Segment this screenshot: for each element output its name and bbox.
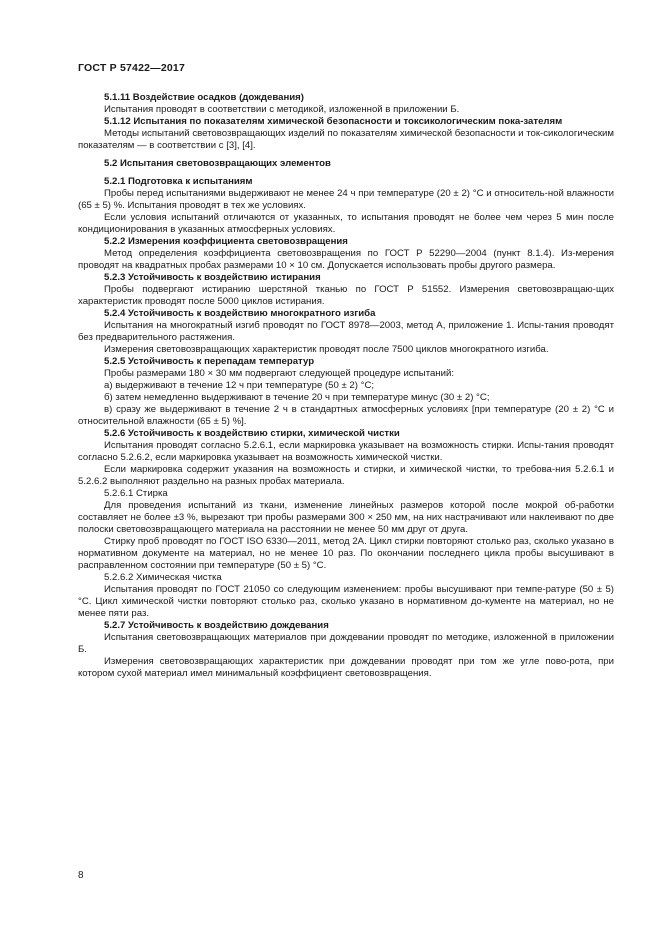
- paragraph: а) выдерживают в течение 12 ч при температуре (50 ± 2) °С;: [104, 380, 375, 391]
- paragraph: Метод определения коэффициента световозвращения по ГОСТ Р 52290—2004 (пункт 8.1.4). Из-мерения проводят на квадратных пробах размерами 10 × 10 см. Допускается использовать пробы другого размера.: [78, 248, 614, 271]
- paragraph: Пробы размерами 180 × 30 мм подвергают следующей процедуре испытаний:: [104, 368, 454, 379]
- paragraph: б) затем немедленно выдерживают в течение 20 ч при температуре минус (30 ± 2) °С;: [104, 392, 490, 403]
- page-number: 8: [78, 870, 84, 881]
- paragraph: Испытания проводят в соответствии с методикой, изложенной в приложении Б.: [104, 104, 460, 115]
- section-heading: 5.2.6 Устойчивость к воздействию стирки, химической чистки: [104, 428, 400, 439]
- document-body: [78, 92, 614, 680]
- paragraph: Если маркировка содержит указания на возможность и стирки, и химической чистки, то требова-ния 5.2.6.1 и 5.2.6.2 выполняют раздельно на разных пробах материала.: [78, 464, 614, 487]
- paragraph: Пробы подвергают истиранию шерстяной тканью по ГОСТ Р 51552. Измерения световозвращаю-щих характеристик проводят после 5000 циклов истирания.: [78, 284, 614, 307]
- paragraph: в) сразу же выдерживают в течение 2 ч в стандартных атмосферных условиях [при температуре (20 ± 2) °С и относительной влажности (65 ± 5) %].: [78, 404, 614, 427]
- section-heading: 5.2.1 Подготовка к испытаниям: [104, 176, 253, 187]
- section-heading: 5.2 Испытания световозвращающих элементов: [104, 158, 331, 169]
- paragraph: Для проведения испытаний из ткани, изменение линейных размеров которой после мокрой об-работки составляет не более ±3 %, вырезают три пробы размерами 300 × 250 мм, на них настрачивают или наклеивают по две полоски световозвращающего материала на расстоянии не менее 50 мм друг от друга.: [78, 500, 614, 535]
- paragraph: 5.2.6.2 Химическая чистка: [104, 572, 222, 583]
- paragraph: Испытания на многократный изгиб проводят по ГОСТ 8978—2003, метод А, приложение 1. Испы-тания проводят без предварительного растяжения.: [78, 320, 614, 343]
- document-header: ГОСТ Р 57422—2017: [78, 62, 186, 74]
- section-heading: 5.2.3 Устойчивость к воздействию истирания: [104, 272, 321, 283]
- paragraph: Испытания световозвращающих материалов при дождевании проводят по методике, изложенной в приложении Б.: [78, 632, 614, 655]
- paragraph: Стирку проб проводят по ГОСТ ISO 6330—2011, метод 2А. Цикл стирки повторяют столько раз, сколько указано в нормативном документе на материал, но не менее 10 раз. По окончании последнего цикла пробы высушивают в расправленном состоянии при температуре (50 ± 5) °С.: [78, 536, 614, 571]
- paragraph: Измерения световозвращающих характеристик при дождевании проводят при том же угле пово-рота, при котором сухой материал имел минимальный коэффициент световозвращения.: [78, 656, 614, 679]
- paragraph: Методы испытаний световозвращающих изделий по показателям химической безопасности и ток-сикологическим показателям — в соответствии с [3], [4].: [78, 128, 614, 151]
- section-heading: 5.2.2 Измерения коэффициента световозвращения: [104, 236, 348, 247]
- paragraph: Испытания проводят согласно 5.2.6.1, если маркировка указывает на возможность стирки. Испы-тания проводят согласно 5.2.6.2, если маркировка указывает на возможность химической чистки.: [78, 440, 614, 463]
- section-heading: 5.1.12 Испытания по показателям химической безопасности и токсикологическим пока-зателям: [104, 116, 563, 127]
- section-heading: 5.2.4 Устойчивость к воздействию многократного изгиба: [104, 308, 376, 319]
- section-heading: 5.2.5 Устойчивость к перепадам температур: [104, 356, 315, 367]
- section-heading: 5.1.11 Воздействие осадков (дождевания): [104, 92, 304, 103]
- paragraph: Если условия испытаний отличаются от указанных, то испытания проводят не более чем через 5 мин после кондиционирования в указанных атмосферных условиях.: [78, 212, 614, 235]
- paragraph: 5.2.6.1 Стирка: [104, 488, 168, 499]
- paragraph: Испытания проводят по ГОСТ 21050 со следующим изменением: пробы высушивают при темпе-ратуре (50 ± 5) °С. Цикл химической чистки повторяют столько раз, сколько указано в нормативном до-кументе на материал, но не менее пяти раз.: [78, 584, 614, 619]
- paragraph: Измерения световозвращающих характеристик проводят после 7500 циклов многократного изгиба.: [104, 344, 549, 355]
- paragraph: Пробы перед испытаниями выдерживают не менее 24 ч при температуре (20 ± 2) °С и относитель-ной влажности (65 ± 5) %. Испытания проводят в тех же условиях.: [78, 188, 614, 211]
- section-heading: 5.2.7 Устойчивость к воздействию дождевания: [104, 620, 329, 631]
